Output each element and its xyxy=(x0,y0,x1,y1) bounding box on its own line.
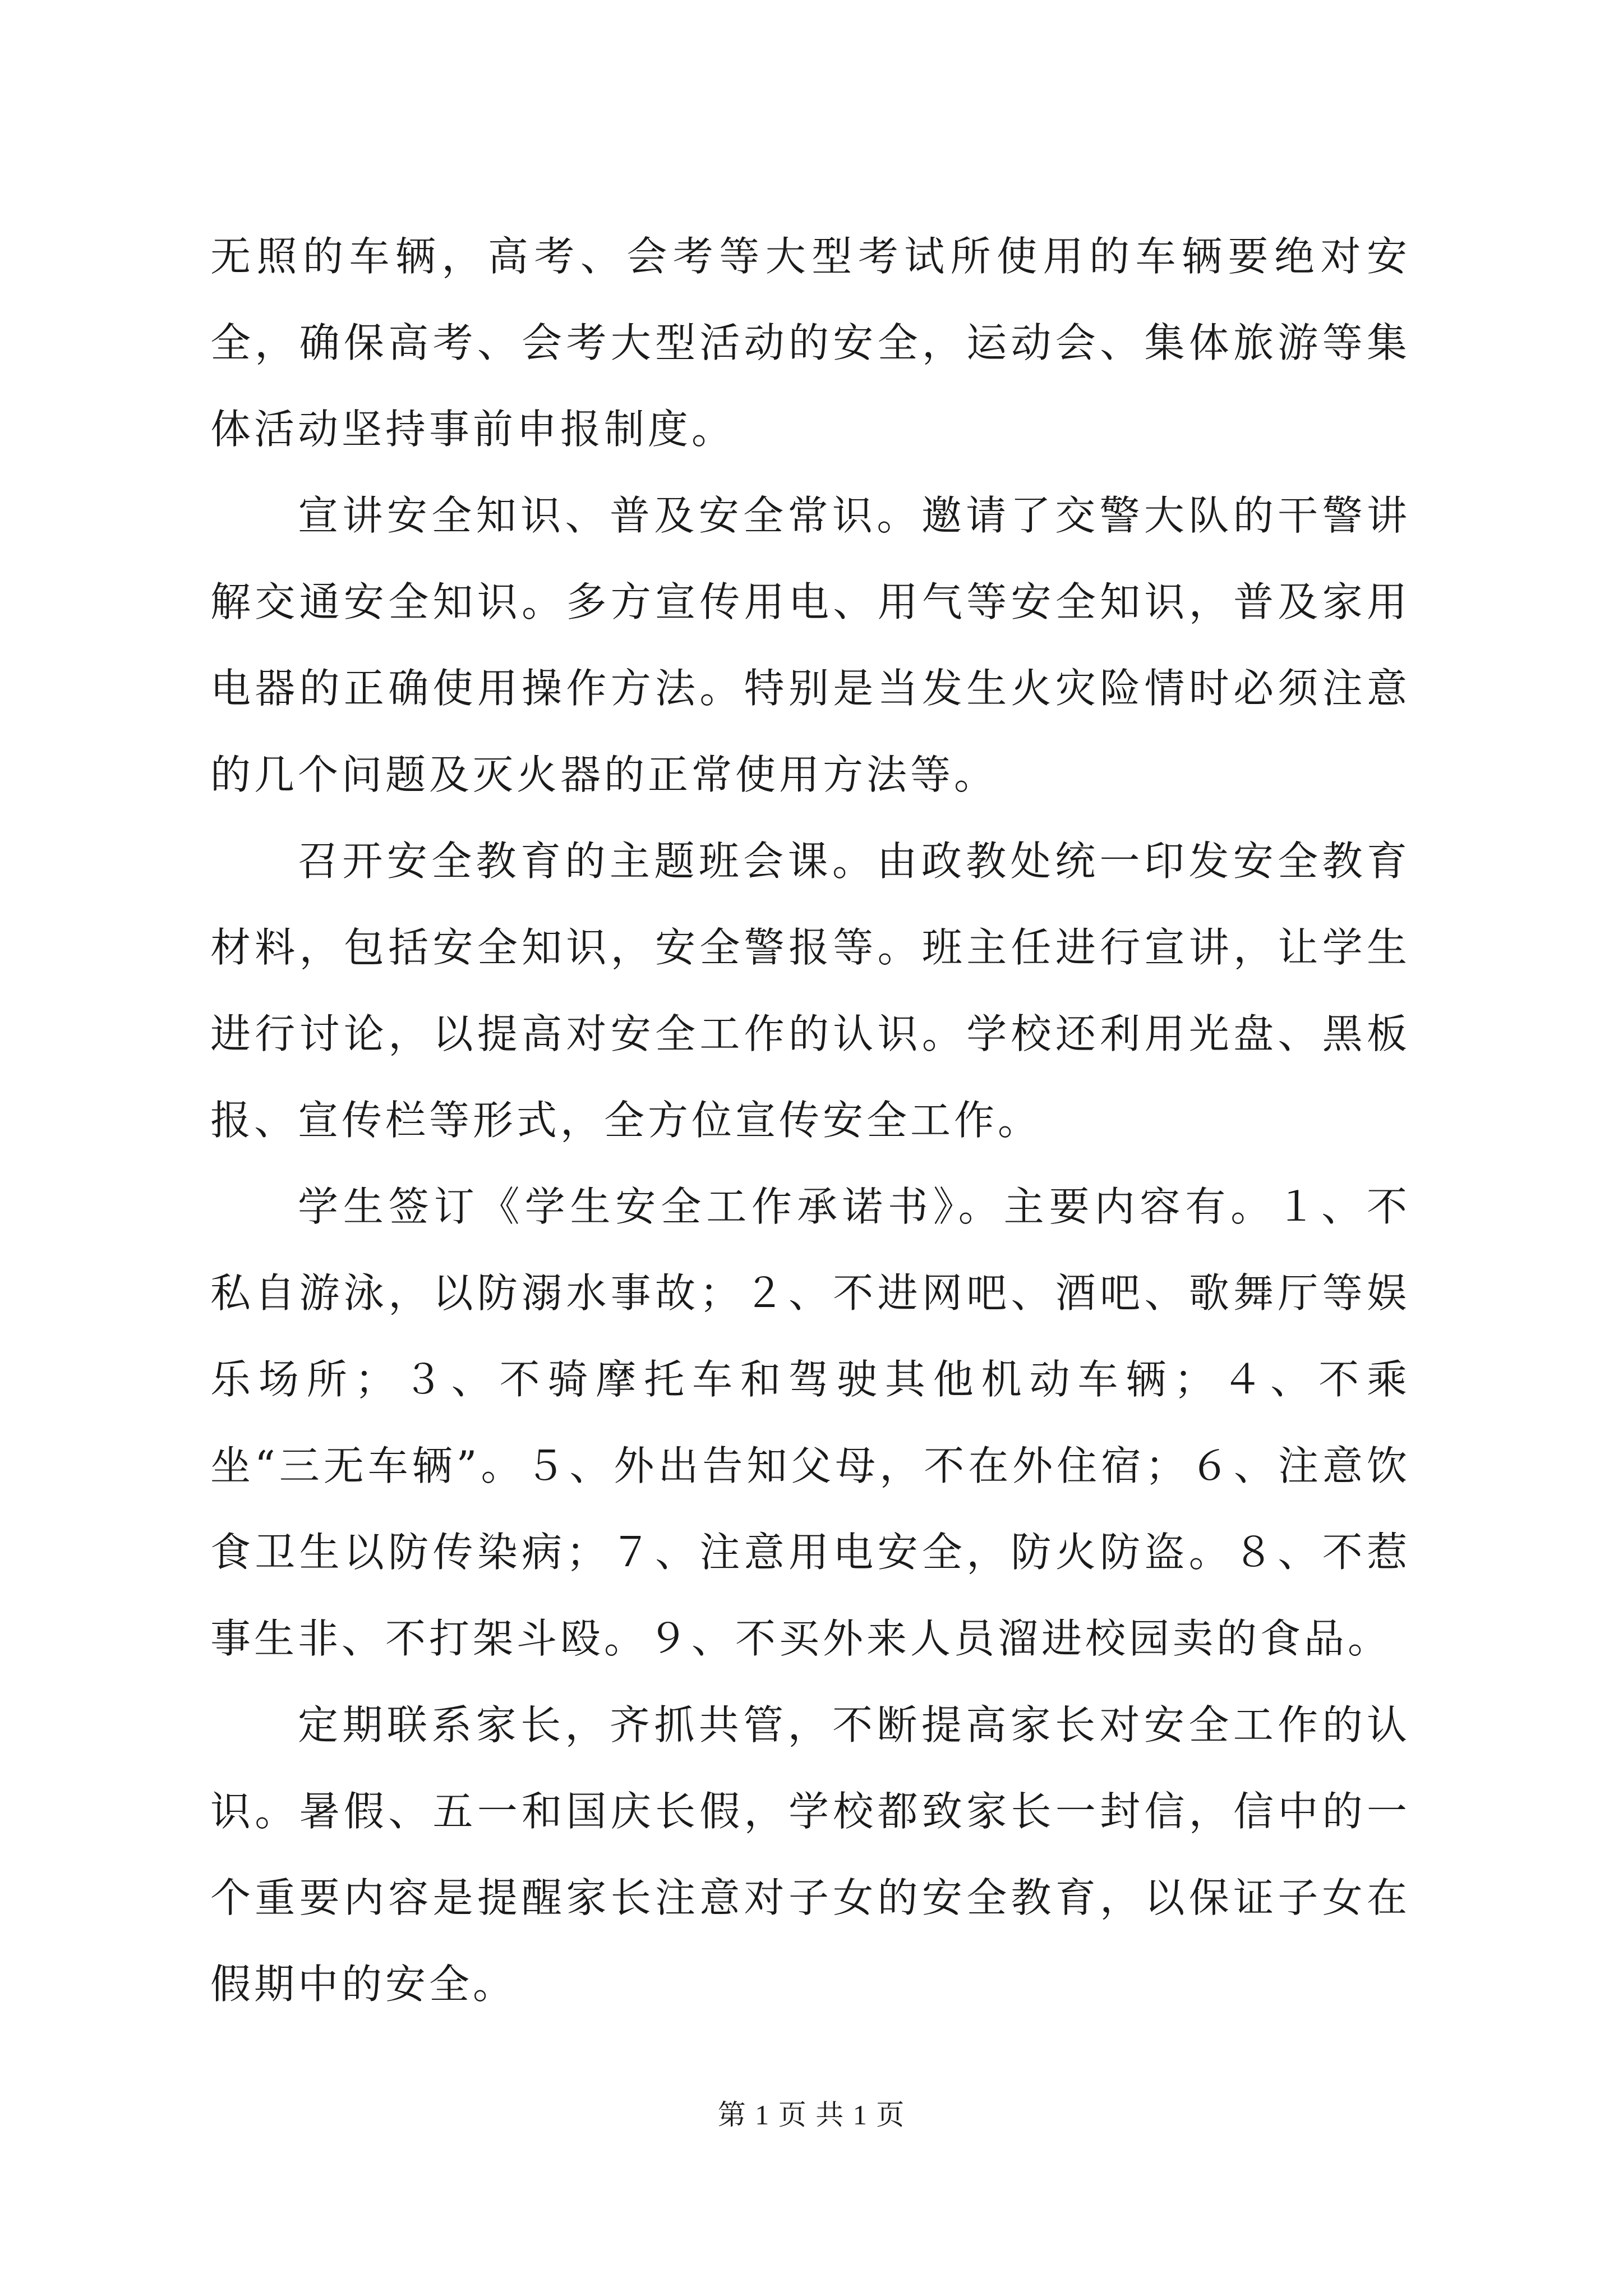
paragraph-class-meeting: 召开安全教育的主题班会课。由政教处统一印发安全教育材料，包括安全知识，安全警报等。班主任进行宣讲，让学生进行讨论，以提高对安全工作的认识。学校还利用光盘、黑板报、宣传栏等形式，全方位宣传安全工作。 xyxy=(210,838,1410,1144)
paragraph-parent-contact: 定期联系家长，齐抓共管，不断提高家长对安全工作的认识。暑假、五一和国庆长假，学校都致家长一封信，信中的一个重要内容是提醒家长注意对子女的安全教育，以保证子女在假期中的安全。 xyxy=(210,1701,1410,2008)
document-body xyxy=(210,213,1410,2027)
page-footer: 第 1 页 共 1 页 xyxy=(717,2099,906,2131)
paragraph-vehicle-safety: 无照的车辆，高考、会考等大型考试所使用的车辆要绝对安全，确保高考、会考大型活动的安全，运动会、集体旅游等集体活动坚持事前申报制度。 xyxy=(210,233,1410,453)
paragraph-student-pledge: 学生签订《学生安全工作承诺书》。主要内容有。１、不私自游泳，以防溺水事故；２、不进网吧、酒吧、歌舞厅等娱乐场所；３、不骑摩托车和驾驶其他机动车辆；４、不乘坐“三无车辆”。５、外出告知父母，不在外住宿；６、注意饮食卫生以防传染病；７、注意用电安全，防火防盗。８、不惹事生非、不打架斗殴。９、不买外来人员溜进校园卖的食品。 xyxy=(210,1183,1410,1662)
paragraph-safety-knowledge: 宣讲安全知识、普及安全常识。邀请了交警大队的干警讲解交通安全知识。多方宣传用电、用气等安全知识，普及家用电器的正确使用操作方法。特别是当发生火灾险情时必须注意的几个问题及灭火器的正常使用方法等。 xyxy=(210,492,1410,798)
